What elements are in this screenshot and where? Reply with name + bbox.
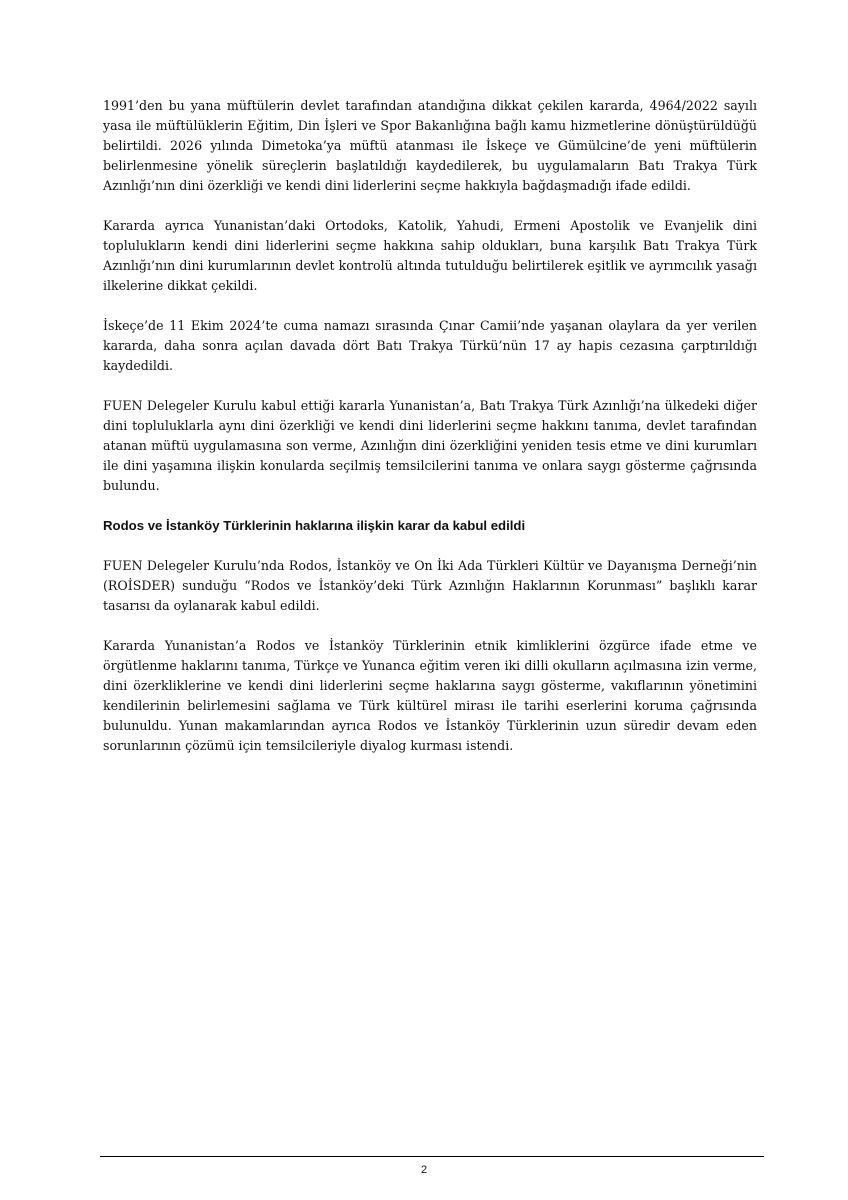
paragraph-mufti-appointments: 1991’den bu yana müftülerin devlet tarafından atandığına dikkat çekilen kararda, 4964/2022 sayılı yasa ile müftülüklerin Eğitim, Din İşleri ve Spor Bakanlığına bağlı kamu hizmetlerine dönüştürüldüğü belirtildi. 2026 yılında Dimetoka’ya müftü atanması ile İskeçe ve Gümülcine’de yeni müftülerin belirlenmesine yönelik süreçlerin başlatıldığı kaydedilerek, bu uygulamaların Batı Trakya Türk Azınlığı’nın dini özerkliği ve kendi dini liderlerini seçme hakkıyla bağdaşmadığı ifade edildi.	[103, 98, 757, 193]
paragraph-religious-communities: Kararda ayrıca Yunanistan’daki Ortodoks, Katolik, Yahudi, Ermeni Apostolik ve Evanjelik dini toplulukların kendi dini liderlerini seçme hakkına sahip oldukları, buna karşılık Batı Trakya Türk Azınlığı’nın dini kurumlarının devlet kontrolü altında tutulduğu belirtilerek eşitlik ve ayrımcılık yasağı ilkelerine dikkat çekildi.	[103, 218, 757, 293]
section-heading: Rodos ve İstanköy Türklerinin haklarına ilişkin karar da kabul edildi	[103, 518, 526, 533]
paragraph-iskece-incident: İskeçe’de 11 Ekim 2024’te cuma namazı sırasında Çınar Camii’nde yaşanan olaylara da yer verilen kararda, daha sonra açılan davada dört Batı Trakya Türkü’nün 17 ay hapis cezasına çarptırıldığı kaydedildi.	[103, 318, 757, 373]
paragraph-rhodes-kos-rights: Kararda Yunanistan’a Rodos ve İstanköy Türklerinin etnik kimliklerini özgürce ifade etme ve örgütlenme haklarını tanıma, Türkçe ve Yunanca eğitim veren iki dilli okulların açılmasına izin verme, dini özerkliklerine ve kendi dini liderlerini seçme haklarına saygı gösterme, vakıflarının yönetimini kendilerinin belirlemesini sağlama ve Türk kültürel mirası ile tarihi eserlerini koruma çağrısında bulunuldu. Yunan makamlarından ayrıca Rodos ve İstanköy Türklerinin uzun süredir devam eden sorunlarının çözümü için temsilcileriyle diyalog kurması istendi.	[103, 638, 757, 753]
paragraph-fuen-call: FUEN Delegeler Kurulu kabul ettiği kararla Yunanistan’a, Batı Trakya Türk Azınlığı’na ülkedeki diğer dini topluluklarla aynı dini özerkliği ve kendi dini liderlerini seçme hakkını tanıma, devlet tarafından atanan müftü uygulamasına son verme, Azınlığın dini özerkliğini yeniden tesis etme ve dini kurumları ile dini yaşamına ilişkin konularda seçilmiş temsilcilerini tanıma ve onlara saygı gösterme çağrısında bulundu.	[103, 398, 757, 493]
document-body	[103, 96, 757, 776]
footer-divider	[100, 1156, 764, 1157]
paragraph-roisder-resolution: FUEN Delegeler Kurulu’nda Rodos, İstanköy ve On İki Ada Türkleri Kültür ve Dayanışma Derneği’nin (ROİSDER) sunduğu “Rodos ve İstanköy’deki Türk Azınlığın Haklarının Korunması” başlıklı karar tasarısı da oylanarak kabul edildi.	[103, 558, 757, 613]
page-number: 2	[420, 1164, 428, 1176]
